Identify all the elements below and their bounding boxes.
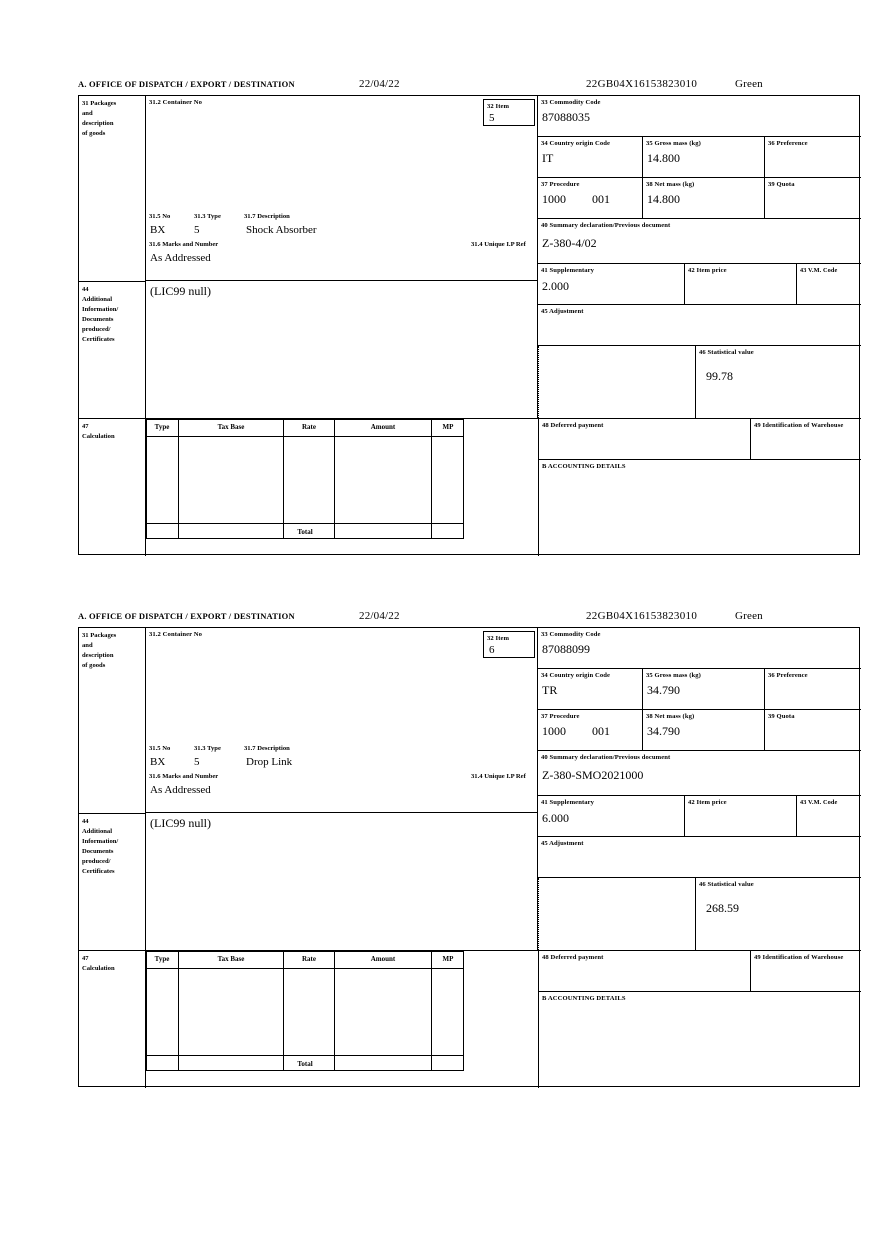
box-47-label-line1-2: 47 [82, 955, 89, 962]
box-46-dotted-divider [538, 346, 539, 418]
box-44-label-line3-2: Information/ [82, 838, 119, 845]
box-49-label-2: 49 Identification of Warehouse [754, 954, 844, 961]
box-43-vm-code[interactable] [797, 264, 861, 305]
box-44-label-line3: Information/ [82, 306, 119, 313]
office-of-dispatch-label: A. OFFICE OF DISPATCH / EXPORT / DESTINATION [78, 79, 295, 89]
box-47-calculation-2 [146, 950, 538, 1088]
box-41-supplementary[interactable] [538, 264, 685, 305]
box-32-item-2 [483, 631, 535, 658]
box-35-gross-mass-2[interactable] [643, 669, 765, 710]
box-31-label-line4: of goods [82, 130, 106, 137]
box-40-value-2: Z-380-SMO2021000 [542, 767, 644, 782]
box-44-additional-information-2[interactable] [146, 813, 538, 950]
box-31-7-description-label: 31.7 Description [244, 213, 290, 220]
box-31-goods-description[interactable] [146, 96, 538, 281]
box-40-summary-declaration-2[interactable] [538, 751, 861, 796]
calc-col-header-rate-2: Rate [302, 955, 316, 963]
form-header-1 [78, 78, 862, 95]
box-36-label-2: 36 Preference [768, 672, 808, 679]
calc-total-row-2 [146, 1055, 464, 1071]
box-b-label: B ACCOUNTING DETAILS [542, 463, 626, 470]
box-40-value: Z-380-4/02 [542, 235, 597, 250]
customs-declaration-form-1 [78, 78, 862, 555]
box-31-5-no-label-2: 31.5 No [149, 745, 171, 752]
box-34-country-origin-code-2[interactable] [538, 669, 643, 710]
box-32-value: 5 [489, 111, 495, 124]
box-45-adjustment[interactable] [538, 305, 861, 346]
box-47-calculation [146, 418, 538, 556]
calc-col-header-amount-2: Amount [370, 955, 396, 963]
box-36-preference-2[interactable] [765, 669, 861, 710]
box-44-label-line1-2: 44 [82, 818, 89, 825]
calc-col-type-2 [146, 951, 179, 1071]
box-31-2-container-label-2: 31.2 Container No [149, 631, 203, 638]
box-42-label: 42 Item price [688, 267, 727, 274]
box-44-label-line6-2: Certificates [82, 868, 115, 875]
box-44-value-2: (LIC99 null) [150, 816, 211, 830]
box-b-label-2: B ACCOUNTING DETAILS [542, 995, 626, 1002]
box-44-label [79, 281, 146, 418]
movement-reference-number: 22GB04X16153823010 [586, 78, 698, 90]
box-39-value-2 [765, 722, 861, 725]
box-43-label-2: 43 V.M. Code [800, 799, 838, 806]
box-45-label-2: 45 Adjustment [541, 840, 584, 847]
box-32-label: 32 Item [487, 103, 510, 110]
calc-col-taxbase [179, 419, 284, 539]
calc-col-rate [284, 419, 335, 539]
box-31-2-container-label: 31.2 Container No [149, 99, 203, 106]
box-36-preference[interactable] [765, 137, 861, 178]
box-32-label-2: 32 Item [487, 635, 510, 642]
box-44-label-line5-2: produced/ [82, 858, 111, 865]
declaration-grid-2 [78, 627, 860, 1087]
box-45-label: 45 Adjustment [541, 308, 584, 315]
box-31-goods-description-2[interactable] [146, 628, 538, 813]
box-37-value: 1000 [542, 191, 566, 206]
box-47-label-2 [79, 950, 146, 1088]
box-35-gross-mass[interactable] [643, 137, 765, 178]
box-41-value-2: 6.000 [542, 810, 569, 825]
box-39-label: 39 Quota [768, 181, 795, 188]
box-35-value-2: 34.790 [647, 682, 680, 697]
box-31-6-marks-label-2: 31.6 Marks and Number [149, 773, 219, 780]
box-39-label-2: 39 Quota [768, 713, 795, 720]
box-48-label-2: 48 Deferred payment [542, 954, 604, 961]
box-35-value: 14.800 [647, 150, 680, 165]
box-46-dotted-divider-2 [538, 878, 539, 950]
calc-total-label: Total [297, 528, 313, 536]
declaration-date-2: 22/04/22 [359, 610, 400, 622]
box-31-5-no-value: BX [150, 224, 166, 236]
calc-col-mp-2 [432, 951, 464, 1071]
calc-col-header-amount: Amount [370, 423, 396, 431]
box-31-6-marks-value: As Addressed [150, 252, 211, 264]
box-41-label: 41 Supplementary [541, 267, 595, 274]
box-48-deferred-payment-2[interactable] [538, 950, 750, 992]
declaration-date: 22/04/22 [359, 78, 400, 90]
box-39-quota[interactable] [765, 178, 861, 219]
box-46-statistical-value[interactable] [695, 346, 861, 418]
box-31-2-container-value [146, 108, 537, 121]
box-42-item-price-2[interactable] [685, 796, 797, 837]
box-37-procedure[interactable] [538, 178, 643, 219]
box-31-7-description-label-2: 31.7 Description [244, 745, 290, 752]
box-31-label-line1-2: 31 Packages [82, 632, 117, 639]
box-37-procedure-2[interactable] [538, 710, 643, 751]
box-37-value-2b: 001 [592, 723, 610, 738]
box-31-label-line2: and [82, 110, 93, 117]
box-31-4-ucr-label-2: 31.4 Unique I.P Ref [471, 773, 526, 780]
box-43-value [797, 276, 861, 280]
box-34-value: IT [542, 150, 554, 165]
box-33-value: 87088035 [542, 109, 590, 124]
box-49-label: 49 Identification of Warehouse [754, 422, 844, 429]
box-33-label: 33 Commodity Code [541, 99, 601, 106]
box-44-label-line4-2: Documents [82, 848, 114, 855]
calc-col-header-rate: Rate [302, 423, 316, 431]
box-32-item [483, 99, 535, 126]
box-44-label-2 [79, 813, 146, 950]
box-34-label-2: 34 Country origin Code [541, 672, 611, 679]
box-37-value-2: 001 [592, 191, 610, 206]
box-31-7-description-value-2: Drop Link [246, 756, 293, 768]
box-42-value-2 [685, 808, 796, 812]
box-31-label [79, 96, 146, 281]
calc-col-header-taxbase: Tax Base [217, 423, 245, 431]
calc-col-header-mp-2: MP [442, 955, 454, 963]
box-37-label: 37 Procedure [541, 181, 580, 188]
calc-col-header-mp: MP [442, 423, 454, 431]
box-46-label-2: 46 Statistical value [699, 881, 754, 888]
box-39-value [765, 190, 861, 193]
box-31-label-line3-2: description [82, 652, 114, 659]
box-37-label-2: 37 Procedure [541, 713, 580, 720]
box-34-country-origin-code[interactable] [538, 137, 643, 178]
box-31-6-marks-label: 31.6 Marks and Number [149, 241, 219, 248]
box-49-identification-of-warehouse-2[interactable] [750, 950, 861, 992]
calc-col-amount [335, 419, 432, 539]
box-43-value-2 [797, 808, 861, 812]
box-47-label-line2-2: Calculation [82, 965, 115, 972]
box-46-statistical-value-2[interactable] [695, 878, 861, 950]
box-31-3-type-label: 31.3 Type [194, 213, 221, 220]
box-32-value-2: 6 [489, 643, 495, 656]
box-33-label-2: 33 Commodity Code [541, 631, 601, 638]
box-31-4-ucr-label: 31.4 Unique I.P Ref [471, 241, 526, 248]
box-40-label-2: 40 Summary declaration/Previous document [541, 754, 671, 761]
box-41-value: 2.000 [542, 278, 569, 293]
calc-col-header-taxbase-2: Tax Base [217, 955, 245, 963]
box-46-value-2: 268.59 [706, 900, 739, 915]
box-46-label: 46 Statistical value [699, 349, 754, 356]
box-38-label-2: 38 Net mass (kg) [646, 713, 695, 720]
box-42-item-price[interactable] [685, 264, 797, 305]
box-45-adjustment-2[interactable] [538, 837, 861, 878]
box-31-label-line4-2: of goods [82, 662, 106, 669]
box-31-3-type-value: 5 [194, 224, 200, 236]
box-48-label: 48 Deferred payment [542, 422, 604, 429]
box-31-6-marks-value-2: As Addressed [150, 784, 211, 796]
box-49-identification-of-warehouse[interactable] [750, 418, 861, 460]
lane-status: Green [735, 78, 763, 90]
box-37-value-2: 1000 [542, 723, 566, 738]
box-39-quota-2[interactable] [765, 710, 861, 751]
box-44-label-line5: produced/ [82, 326, 111, 333]
box-38-value-2: 34.790 [647, 723, 680, 738]
calc-col-type [146, 419, 179, 539]
box-36-value [765, 149, 861, 152]
box-35-label: 35 Gross mass (kg) [646, 140, 701, 147]
box-44-label-line2-2: Additional [82, 828, 113, 835]
calc-col-mp [432, 419, 464, 539]
form-header-2 [78, 610, 862, 627]
calc-total-label-2: Total [297, 1060, 313, 1068]
box-42-value [685, 276, 796, 280]
lane-status-2: Green [735, 610, 763, 622]
box-40-summary-declaration[interactable] [538, 219, 861, 264]
box-35-label-2: 35 Gross mass (kg) [646, 672, 701, 679]
box-44-additional-information[interactable] [146, 281, 538, 418]
box-47-label [79, 418, 146, 556]
box-31-label-2 [79, 628, 146, 813]
box-44-label-line2: Additional [82, 296, 113, 303]
calc-col-amount-2 [335, 951, 432, 1071]
box-42-label-2: 42 Item price [688, 799, 727, 806]
box-41-supplementary-2[interactable] [538, 796, 685, 837]
box-40-label: 40 Summary declaration/Previous document [541, 222, 671, 229]
customs-declaration-form-2 [78, 610, 862, 1087]
box-31-label-line2-2: and [82, 642, 93, 649]
box-43-label: 43 V.M. Code [800, 267, 838, 274]
box-44-label-line6: Certificates [82, 336, 115, 343]
box-31-5-no-value-2: BX [150, 756, 166, 768]
box-38-net-mass[interactable] [643, 178, 765, 219]
box-31-7-description-value: Shock Absorber [246, 224, 317, 236]
box-31-label-line3: description [82, 120, 114, 127]
box-33-value-2: 87088099 [542, 641, 590, 656]
box-b-accounting-details[interactable] [538, 460, 861, 556]
calc-total-row [146, 523, 464, 539]
box-31-2-container-value-2 [146, 640, 537, 653]
calc-col-rate-2 [284, 951, 335, 1071]
declaration-grid-1 [78, 95, 860, 555]
box-48-deferred-payment[interactable] [538, 418, 750, 460]
box-41-label-2: 41 Supplementary [541, 799, 595, 806]
box-34-label: 34 Country origin Code [541, 140, 611, 147]
box-46-value: 99.78 [706, 368, 733, 383]
box-33-commodity-code-2[interactable] [538, 628, 861, 669]
calc-col-taxbase-2 [179, 951, 284, 1071]
box-44-value: (LIC99 null) [150, 284, 211, 298]
box-31-5-no-label: 31.5 No [149, 213, 171, 220]
box-31-label-line1: 31 Packages [82, 100, 117, 107]
box-31-3-type-label-2: 31.3 Type [194, 745, 221, 752]
box-47-label-line1: 47 [82, 423, 89, 430]
calc-col-header-type-2: Type [154, 955, 170, 963]
box-38-net-mass-2[interactable] [643, 710, 765, 751]
office-of-dispatch-label-2: A. OFFICE OF DISPATCH / EXPORT / DESTINATION [78, 611, 295, 621]
box-33-commodity-code[interactable] [538, 96, 861, 137]
box-36-value-2 [765, 681, 861, 684]
box-38-label: 38 Net mass (kg) [646, 181, 695, 188]
box-36-label: 36 Preference [768, 140, 808, 147]
box-44-label-line4: Documents [82, 316, 114, 323]
calc-col-header-type: Type [154, 423, 170, 431]
box-38-value: 14.800 [647, 191, 680, 206]
box-43-vm-code-2[interactable] [797, 796, 861, 837]
box-b-accounting-details-2[interactable] [538, 992, 861, 1088]
box-31-3-type-value-2: 5 [194, 756, 200, 768]
box-47-label-line2: Calculation [82, 433, 115, 440]
movement-reference-number-2: 22GB04X16153823010 [586, 610, 698, 622]
box-44-label-line1: 44 [82, 286, 89, 293]
box-34-value-2: TR [542, 682, 558, 697]
